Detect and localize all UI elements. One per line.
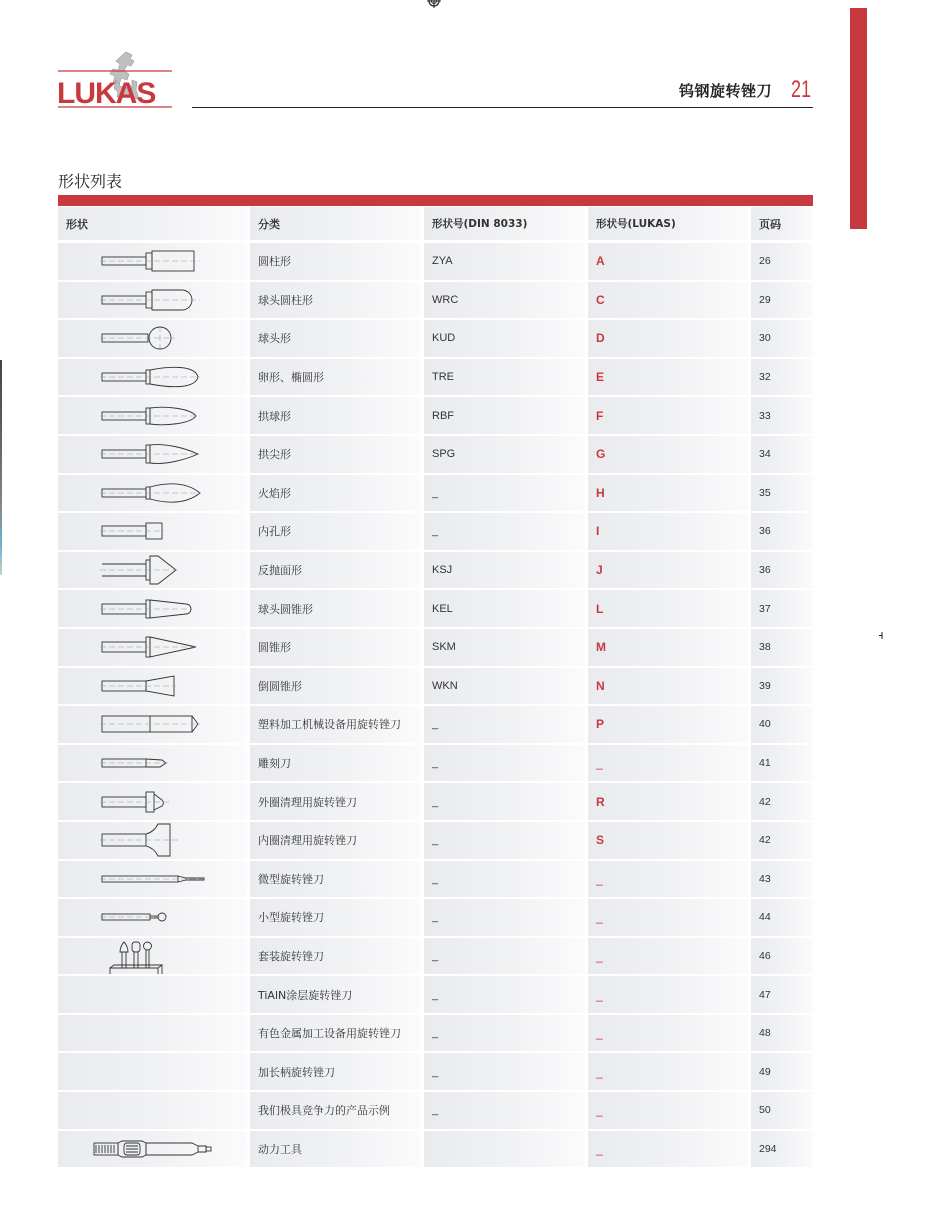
table-row [58, 282, 813, 319]
table-row [58, 436, 813, 473]
din-code-cell [424, 861, 585, 898]
din-code-cell [424, 320, 585, 357]
page-ref-cell[interactable]: 49 [751, 1053, 813, 1090]
din-code: _ [432, 834, 439, 847]
shape-cell [58, 861, 247, 898]
lukas-code: A [596, 254, 605, 269]
lukas-code-cell [588, 822, 748, 859]
table-row [58, 899, 813, 936]
shape-cell [58, 938, 247, 975]
lukas-code-cell [588, 976, 748, 1013]
category-cell: 我们极具竞争力的产品示例 [250, 1092, 421, 1129]
page-ref-cell[interactable]: 38 [751, 629, 813, 666]
din-code: _ [432, 872, 439, 885]
page-ref-cell[interactable]: 42 [751, 783, 813, 820]
din-code-cell [424, 668, 585, 705]
din-code: _ [432, 757, 439, 770]
flame-burr-icon [98, 475, 208, 511]
lukas-code: _ [596, 1141, 603, 1156]
page-ref-cell[interactable]: 48 [751, 1015, 813, 1052]
plastic-machining-burr-icon [98, 706, 208, 742]
shape-cell [58, 745, 247, 782]
din-code-cell [424, 552, 585, 589]
table-row [58, 1092, 813, 1129]
din-code: _ [432, 949, 439, 962]
cylinder-radius-end-burr-icon [98, 282, 208, 318]
page-ref-cell[interactable]: 40 [751, 706, 813, 743]
din-code: _ [432, 988, 439, 1001]
din-code-cell [424, 899, 585, 936]
page-ref-cell[interactable]: 39 [751, 668, 813, 705]
table-row [58, 668, 813, 705]
shape-cell [58, 1092, 247, 1129]
din-code-cell [424, 783, 585, 820]
outer-ring-burr-icon [98, 784, 208, 820]
category-cell: 微型旋转锉刀 [250, 861, 421, 898]
table-row [58, 475, 813, 512]
din-code: RBF [432, 409, 454, 422]
inner-ring-burr-icon [98, 822, 208, 858]
tree-pointed-burr-icon [98, 436, 208, 472]
column-header-page: 页码 [751, 207, 813, 240]
din-code-cell [424, 359, 585, 396]
lukas-code-cell [588, 436, 748, 473]
countersink-burr-icon [98, 552, 208, 588]
lukas-code: E [596, 370, 605, 385]
category-cell: 卵形、椭圆形 [250, 359, 421, 396]
shape-cell [58, 359, 247, 396]
table-row [58, 590, 813, 627]
page-ref-cell[interactable]: 294 [751, 1131, 813, 1168]
page-ref-cell[interactable]: 29 [751, 282, 813, 319]
din-code-cell [424, 282, 585, 319]
shape-cell [58, 706, 247, 743]
shape-cell [58, 1053, 247, 1090]
din-code: SPG [432, 448, 456, 461]
category-cell: 反抛面形 [250, 552, 421, 589]
table-row [58, 783, 813, 820]
din-code-cell [424, 706, 585, 743]
category-cell: 套装旋转锉刀 [250, 938, 421, 975]
lukas-code-cell [588, 552, 748, 589]
lukas-code: _ [596, 987, 603, 1002]
din-code-cell [424, 976, 585, 1013]
oval-burr-icon [98, 359, 208, 395]
lukas-code-cell [588, 1015, 748, 1052]
category-cell: 圆柱形 [250, 243, 421, 280]
page-ref-cell[interactable]: 36 [751, 513, 813, 550]
table-row [58, 706, 813, 743]
shape-cell [58, 513, 247, 550]
table-row [58, 861, 813, 898]
category-cell: 小型旋转锉刀 [250, 899, 421, 936]
shape-cell [58, 475, 247, 512]
page-ref-cell[interactable]: 43 [751, 861, 813, 898]
category-cell: 塑料加工机械设备用旋转锉刀 [250, 706, 421, 743]
lukas-code: R [596, 794, 605, 809]
lukas-code-cell [588, 783, 748, 820]
lukas-code: J [596, 563, 603, 578]
shape-cell [58, 436, 247, 473]
category-cell: TiAlN涂层旋转锉刀 [250, 976, 421, 1013]
lukas-code-cell [588, 1131, 748, 1168]
din-code: KUD [432, 332, 456, 345]
shape-cell [58, 629, 247, 666]
din-code: _ [432, 911, 439, 924]
category-cell: 外圈清理用旋转锉刀 [250, 783, 421, 820]
lukas-code: L [596, 601, 604, 616]
category-cell: 加长柄旋转锉刀 [250, 1053, 421, 1090]
din-code: WRC [432, 293, 459, 306]
page-ref-cell[interactable]: 34 [751, 436, 813, 473]
din-code: _ [432, 1027, 439, 1040]
table-row [58, 745, 813, 782]
cylinder-burr-icon [98, 243, 208, 279]
lukas-code-cell [588, 282, 748, 319]
category-cell: 内圈清理用旋转锉刀 [250, 822, 421, 859]
din-code-cell [424, 475, 585, 512]
page-number: 21 [791, 76, 812, 103]
din-code: ZYA [432, 255, 453, 268]
din-code: _ [432, 486, 439, 499]
din-code-cell [424, 629, 585, 666]
lukas-code-cell [588, 1092, 748, 1129]
lukas-code-cell [588, 668, 748, 705]
table-row [58, 552, 813, 589]
din-code-cell [424, 590, 585, 627]
din-code: TRE [432, 371, 454, 384]
page-ref-cell[interactable]: 37 [751, 590, 813, 627]
column-header-category: 分类 [250, 207, 421, 240]
lukas-code: G [596, 447, 606, 462]
page-ref-cell[interactable]: 32 [751, 359, 813, 396]
table-row [58, 243, 813, 280]
shape-cell [58, 282, 247, 319]
table-top-band [58, 195, 813, 206]
lukas-code-cell [588, 243, 748, 280]
lukas-code: I [596, 524, 600, 539]
lukas-code-cell [588, 590, 748, 627]
lukas-code: _ [596, 1103, 603, 1118]
category-cell: 球头圆锥形 [250, 590, 421, 627]
category-cell: 火焰形 [250, 475, 421, 512]
power-tool-icon [88, 1131, 218, 1167]
page-edge-strip [0, 360, 2, 575]
category-cell: 内孔形 [250, 513, 421, 550]
table-row [58, 938, 813, 975]
page-ref-cell[interactable]: 42 [751, 822, 813, 859]
lukas-code: _ [596, 871, 603, 886]
din-code-cell [424, 513, 585, 550]
chapter-side-tab [850, 8, 867, 229]
lukas-code: _ [596, 910, 603, 925]
lukas-logo [56, 50, 174, 112]
category-cell: 雕刻刀 [250, 745, 421, 782]
shape-cell [58, 320, 247, 357]
lukas-code: N [596, 678, 605, 693]
engraving-cutter-icon [98, 745, 208, 781]
page-ref-cell[interactable]: 35 [751, 475, 813, 512]
table-row [58, 629, 813, 666]
svg-text:LUKAS: LUKAS [57, 77, 156, 110]
lukas-code-cell [588, 397, 748, 434]
column-header-din: 形状号(DIN 8033) [424, 207, 585, 240]
mini-burr-icon [98, 899, 208, 935]
column-header-shape: 形状 [58, 207, 247, 240]
shape-cell [58, 397, 247, 434]
chapter-title: 钨钢旋转锉刀 [679, 82, 773, 100]
lukas-mascot-icon [56, 50, 174, 112]
table-row [58, 1015, 813, 1052]
lukas-code-cell [588, 861, 748, 898]
page-ref-cell[interactable]: 44 [751, 899, 813, 936]
shape-list-table [58, 207, 813, 1169]
din-code-cell [424, 938, 585, 975]
lukas-code: M [596, 640, 606, 655]
lukas-code-cell [588, 513, 748, 550]
din-code: KSJ [432, 564, 453, 577]
burr-set-icon [98, 938, 208, 974]
shape-cell [58, 976, 247, 1013]
din-code: _ [432, 1065, 439, 1078]
lukas-code: F [596, 408, 604, 423]
lukas-code: _ [596, 948, 603, 963]
lukas-code: P [596, 717, 605, 732]
lukas-code-cell [588, 320, 748, 357]
category-cell: 拱球形 [250, 397, 421, 434]
din-code-cell [424, 1131, 585, 1168]
lukas-code: H [596, 485, 605, 500]
lukas-code-cell [588, 629, 748, 666]
lukas-code-cell [588, 1053, 748, 1090]
category-cell: 球头形 [250, 320, 421, 357]
table-row [58, 822, 813, 859]
din-code-cell [424, 1015, 585, 1052]
page-ref-cell[interactable]: 26 [751, 243, 813, 280]
shape-cell [58, 899, 247, 936]
din-code: _ [432, 718, 439, 731]
lukas-code: D [596, 331, 605, 346]
table-row [58, 513, 813, 550]
din-code: WKN [432, 679, 458, 692]
micro-burr-icon [98, 861, 208, 897]
shape-cell [58, 243, 247, 280]
din-code: _ [432, 525, 439, 538]
din-code: SKM [432, 641, 456, 654]
din-code: _ [432, 1104, 439, 1117]
din-code-cell [424, 243, 585, 280]
lukas-code-cell [588, 745, 748, 782]
category-cell: 动力工具 [250, 1131, 421, 1168]
inverted-cone-burr-icon [98, 668, 208, 704]
page-ref-cell[interactable]: 36 [751, 552, 813, 589]
lukas-code-cell [588, 899, 748, 936]
category-cell: 拱尖形 [250, 436, 421, 473]
section-title: 形状列表 [58, 172, 123, 191]
page-ref-cell[interactable]: 41 [751, 745, 813, 782]
shape-cell [58, 668, 247, 705]
din-code-cell [424, 822, 585, 859]
cone-radius-burr-icon [98, 591, 208, 627]
page-ref-cell[interactable]: 30 [751, 320, 813, 357]
lukas-code-cell [588, 938, 748, 975]
din-code-cell [424, 397, 585, 434]
table-row [58, 397, 813, 434]
column-header-lukas: 形状号(LUKAS) [588, 207, 748, 240]
lukas-code: _ [596, 1064, 603, 1079]
table-row [58, 1053, 813, 1090]
pointed-cone-burr-icon [98, 629, 208, 665]
din-code-cell [424, 1053, 585, 1090]
page-ref-cell[interactable]: 46 [751, 938, 813, 975]
din-code: _ [432, 795, 439, 808]
page-ref-cell[interactable]: 50 [751, 1092, 813, 1129]
table-row [58, 320, 813, 357]
ball-burr-icon [98, 320, 208, 356]
shape-cell [58, 1015, 247, 1052]
table-header-row [58, 207, 813, 240]
category-cell: 倒圆锥形 [250, 668, 421, 705]
shape-cell [58, 552, 247, 589]
crop-tick-mark-icon [879, 632, 883, 639]
lukas-code: _ [596, 756, 603, 771]
lukas-code: _ [596, 1026, 603, 1041]
lukas-code: C [596, 292, 605, 307]
lukas-code: S [596, 833, 605, 848]
tree-radius-burr-icon [98, 398, 208, 434]
page-ref-cell[interactable]: 33 [751, 397, 813, 434]
shape-cell [58, 783, 247, 820]
lukas-code-cell [588, 475, 748, 512]
table-row [58, 1131, 813, 1168]
table-row [58, 359, 813, 396]
category-cell: 球头圆柱形 [250, 282, 421, 319]
lukas-code-cell [588, 706, 748, 743]
category-cell: 圆锥形 [250, 629, 421, 666]
shape-cell [58, 590, 247, 627]
lukas-code-cell [588, 359, 748, 396]
din-code-cell [424, 436, 585, 473]
short-cylinder-burr-icon [98, 513, 208, 549]
din-code-cell [424, 1092, 585, 1129]
table-row [58, 976, 813, 1013]
page-ref-cell[interactable]: 47 [751, 976, 813, 1013]
shape-cell [58, 1131, 247, 1168]
din-code-cell [424, 745, 585, 782]
shape-cell [58, 822, 247, 859]
header-rule [192, 107, 813, 108]
din-code: KEL [432, 602, 453, 615]
registration-mark-icon [427, 0, 441, 8]
category-cell: 有色金属加工设备用旋转锉刀 [250, 1015, 421, 1052]
